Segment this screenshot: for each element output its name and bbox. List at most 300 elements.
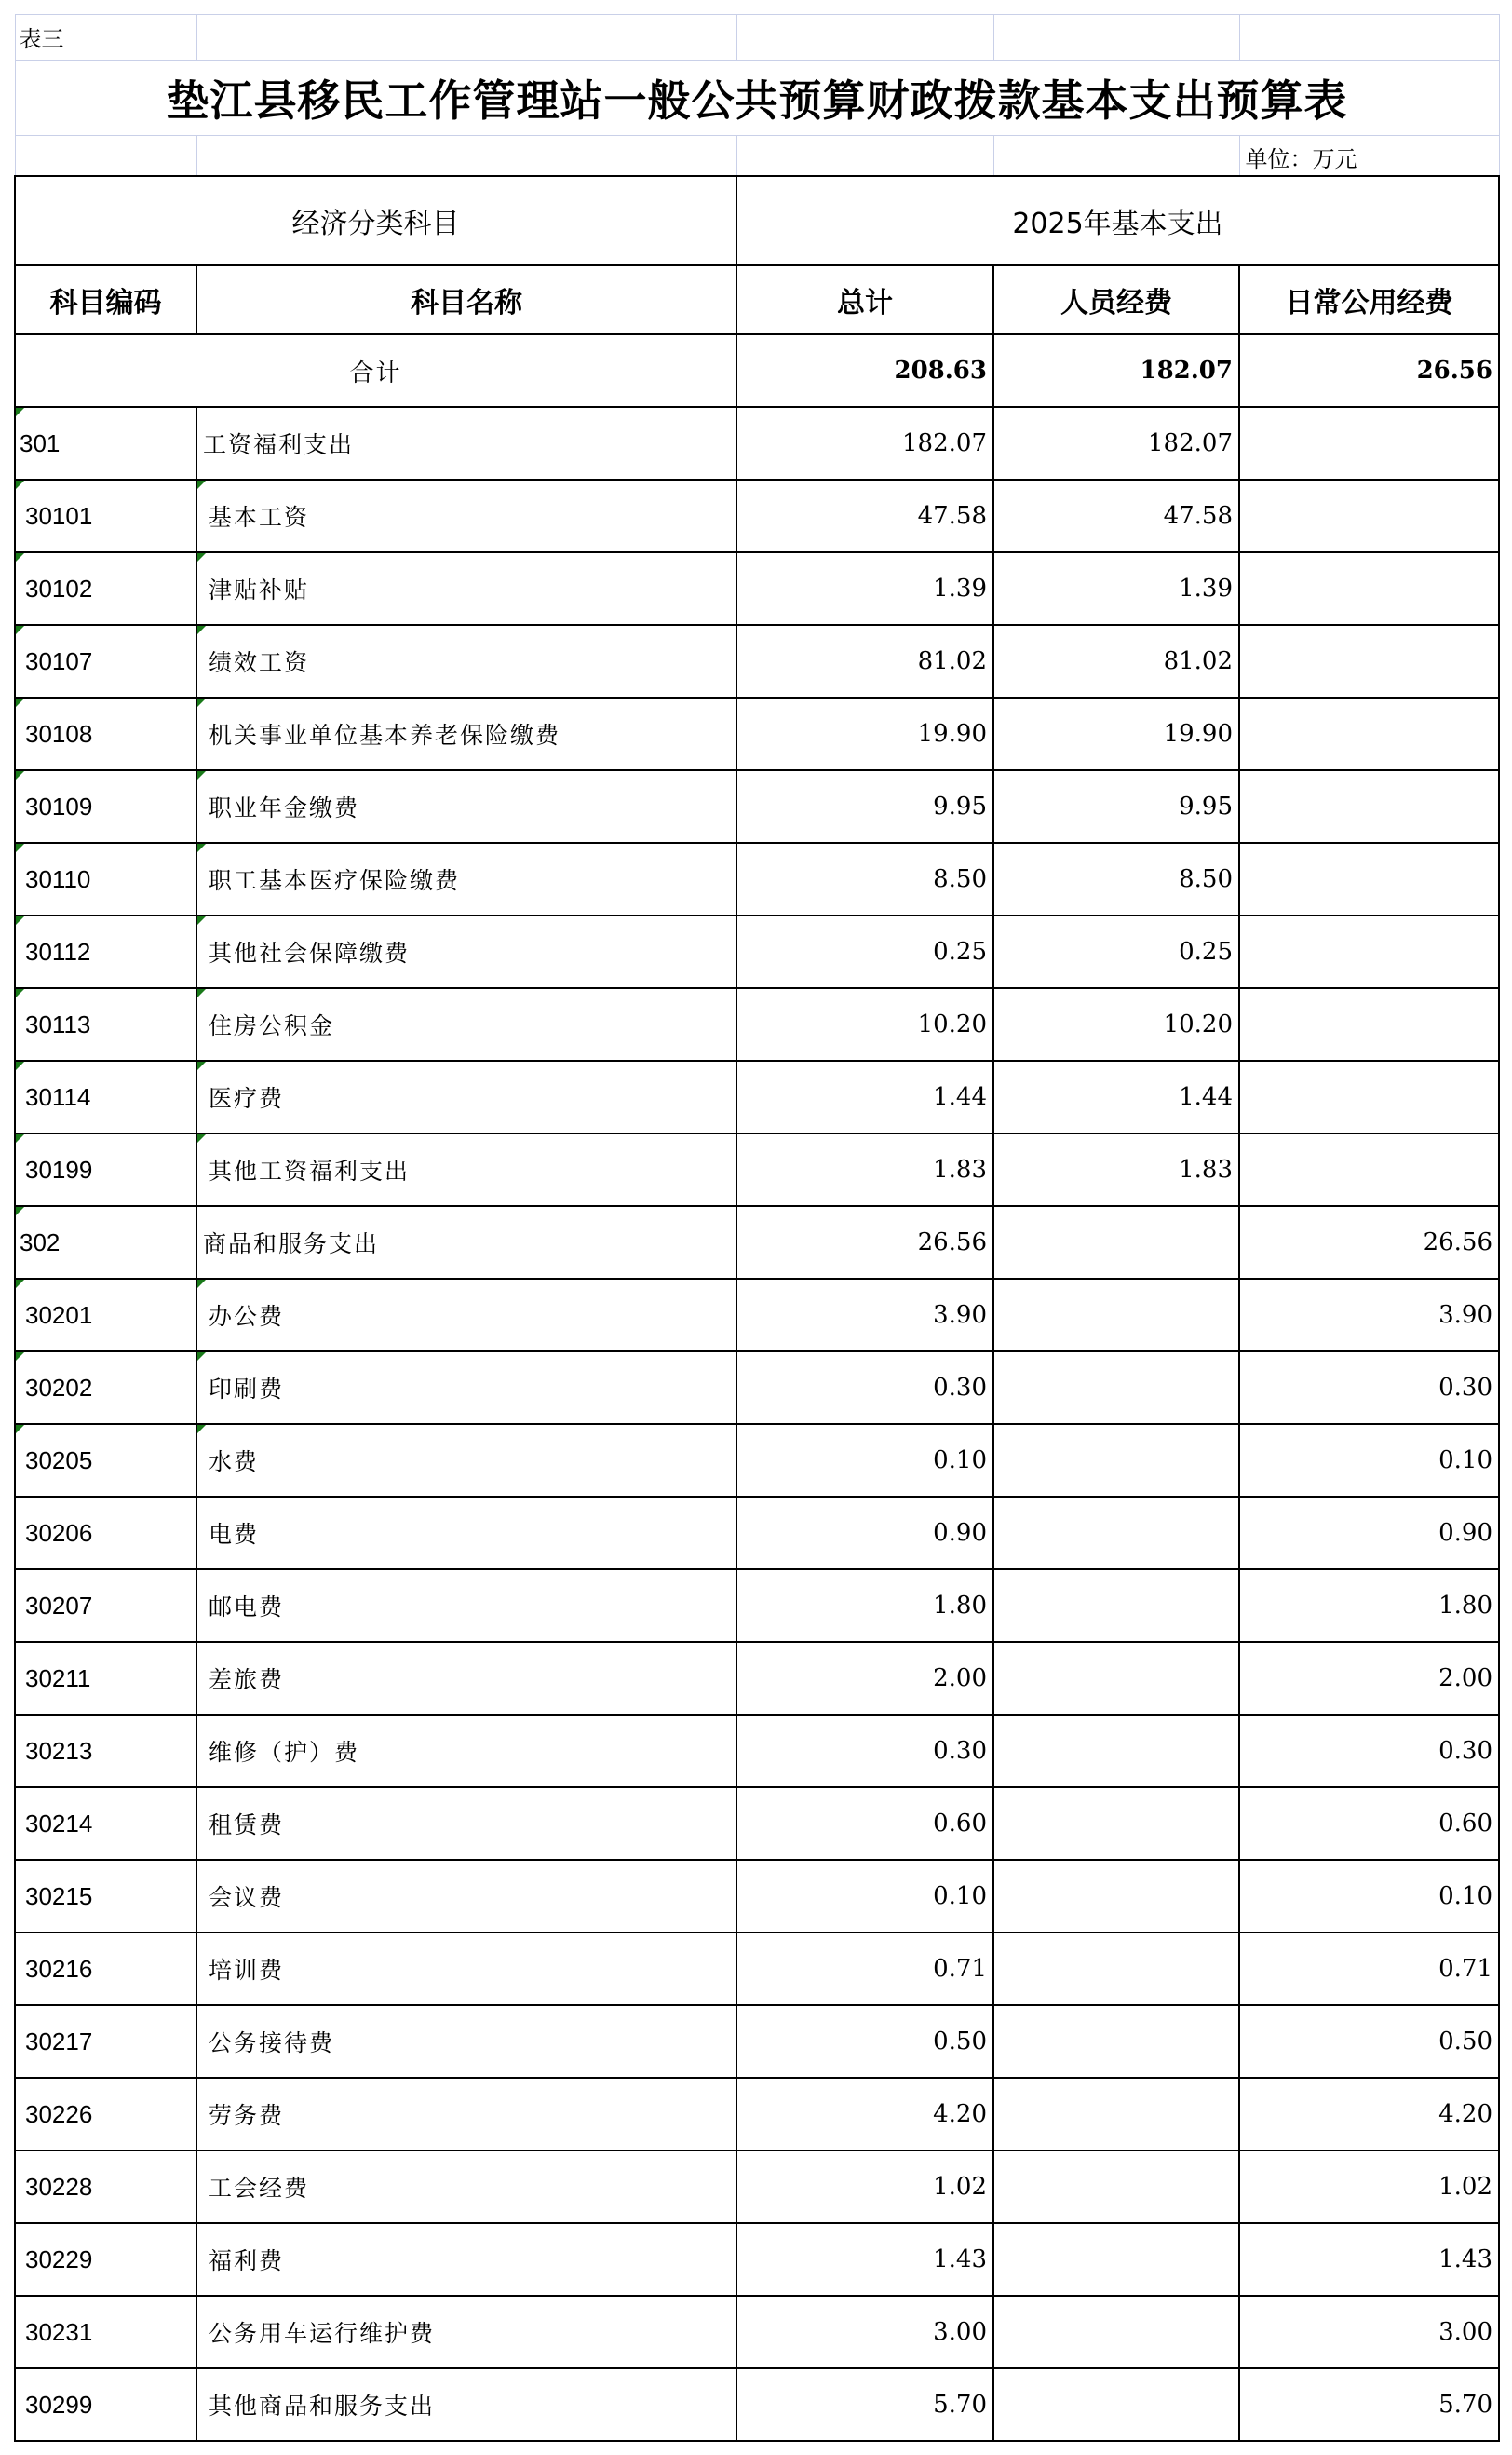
row-public: [1239, 698, 1499, 770]
row-code-text: 30226: [25, 2099, 93, 2128]
row-name-text: 基本工资: [209, 504, 310, 531]
cell-marker-icon: [16, 408, 24, 416]
row-name: [196, 1279, 736, 1351]
row-total: [736, 770, 993, 843]
row-personnel: [993, 1497, 1239, 1569]
row-name: [196, 1933, 736, 2005]
row-total-text: 0.25: [933, 938, 987, 966]
row-public: [1239, 2223, 1499, 2296]
table-row: [15, 698, 1499, 770]
row-name-text: 医疗费: [209, 1085, 285, 1112]
row-code-text: 30113: [25, 1010, 91, 1038]
cell-marker-icon: [197, 553, 206, 562]
row-personnel: [993, 1860, 1239, 1933]
row-personnel-text: 81.02: [1163, 647, 1233, 675]
row-name: [196, 407, 736, 480]
row-name: [196, 1424, 736, 1497]
row-name-text: 工资福利支出: [203, 431, 355, 458]
row-code-text: 30205: [25, 1445, 93, 1474]
row-total-text: 0.30: [933, 1737, 987, 1765]
row-name-text: 劳务费: [209, 2102, 285, 2129]
row-personnel-text: 1.39: [1179, 575, 1233, 603]
row-public: [1239, 1061, 1499, 1133]
row-name-text: 差旅费: [209, 1666, 285, 1693]
row-public: [1239, 1860, 1499, 1933]
total-personnel: 182.07: [993, 334, 1239, 407]
row-personnel-text: 8.50: [1179, 865, 1233, 893]
row-personnel: [993, 1787, 1239, 1860]
table-row: [15, 1279, 1499, 1351]
row-public-text: 0.10: [1438, 1882, 1492, 1910]
header-public: 日常公用经费: [1239, 265, 1499, 334]
row-total-text: 0.50: [933, 2028, 987, 2055]
row-personnel-text: 47.58: [1163, 502, 1233, 530]
row-name: [196, 552, 736, 625]
table-row: [15, 407, 1499, 480]
header-name: 科目名称: [196, 265, 736, 334]
table-row: [15, 1569, 1499, 1642]
cell-marker-icon: [197, 1425, 206, 1433]
row-total-text: 1.83: [933, 1156, 987, 1184]
row-name-text: 公务接待费: [209, 2029, 335, 2056]
row-total-text: 182.07: [902, 429, 987, 457]
total-sum: 208.63: [736, 334, 993, 407]
row-total: [736, 1787, 993, 1860]
row-personnel: [993, 2368, 1239, 2441]
row-code-text: 30112: [25, 937, 91, 966]
row-total: [736, 2005, 993, 2078]
row-total: [736, 2296, 993, 2368]
row-public-text: 0.10: [1438, 1446, 1492, 1474]
row-code: [15, 1279, 196, 1351]
row-total-text: 4.20: [933, 2100, 987, 2128]
row-personnel: [993, 843, 1239, 916]
row-code-text: 30101: [25, 501, 93, 530]
row-personnel: [993, 2223, 1239, 2296]
row-name: [196, 1133, 736, 1206]
row-code-text: 30114: [25, 1082, 91, 1111]
budget-sheet: [14, 14, 1498, 2442]
row-code: [15, 625, 196, 698]
cell-marker-icon: [197, 1280, 206, 1288]
table-row: [15, 1424, 1499, 1497]
row-name-text: 职工基本医疗保险缴费: [209, 867, 461, 894]
cell-marker-icon: [16, 989, 24, 997]
row-public: [1239, 770, 1499, 843]
row-public: [1239, 1279, 1499, 1351]
row-total-text: 1.80: [933, 1592, 987, 1620]
row-name-text: 公务用车运行维护费: [209, 2320, 436, 2347]
row-name: [196, 843, 736, 916]
row-name-text: 职业年金缴费: [209, 794, 360, 821]
row-total-text: 5.70: [933, 2391, 987, 2419]
cell-marker-icon: [16, 553, 24, 562]
table-row: [15, 1133, 1499, 1206]
row-name-text: 印刷费: [209, 1376, 285, 1403]
row-public: [1239, 1424, 1499, 1497]
row-name: [196, 2005, 736, 2078]
row-code: [15, 770, 196, 843]
row-total-text: 1.43: [933, 2245, 987, 2273]
row-public-text: 4.20: [1438, 2100, 1492, 2128]
row-total-text: 1.02: [933, 2173, 987, 2201]
table-row: [15, 2150, 1499, 2223]
row-total-text: 47.58: [917, 502, 987, 530]
row-name: [196, 1787, 736, 1860]
row-public-text: 0.30: [1438, 1374, 1492, 1402]
table-row: [15, 770, 1499, 843]
row-name: [196, 770, 736, 843]
row-total: [736, 625, 993, 698]
row-name-text: 绩效工资: [209, 649, 310, 676]
row-personnel: [993, 2150, 1239, 2223]
row-code-text: 30299: [25, 2390, 93, 2419]
row-code-text: 301: [20, 428, 61, 457]
row-personnel: [993, 2005, 1239, 2078]
row-name-text: 其他工资福利支出: [209, 1158, 411, 1185]
table-row: [15, 1497, 1499, 1569]
row-name-text: 住房公积金: [209, 1012, 335, 1039]
cell-marker-icon: [16, 1062, 24, 1070]
row-total: [736, 843, 993, 916]
row-code: [15, 1133, 196, 1206]
table-row: [15, 552, 1499, 625]
row-name-text: 培训费: [209, 1957, 285, 1984]
row-name: [196, 480, 736, 552]
row-personnel: [993, 698, 1239, 770]
row-name: [196, 1497, 736, 1569]
row-code: [15, 1424, 196, 1497]
row-name-text: 水费: [209, 1448, 260, 1475]
row-public: [1239, 1133, 1499, 1206]
row-total-text: 10.20: [917, 1010, 987, 1038]
row-total: [736, 2078, 993, 2150]
row-public-text: 1.43: [1438, 2245, 1492, 2273]
row-public-text: 3.90: [1438, 1301, 1492, 1329]
row-name-text: 维修（护）费: [209, 1739, 360, 1766]
row-name: [196, 2078, 736, 2150]
row-public-text: 0.50: [1438, 2028, 1492, 2055]
row-code: [15, 2296, 196, 2368]
row-total-text: 26.56: [917, 1228, 987, 1256]
row-public-text: 5.70: [1438, 2391, 1492, 2419]
row-personnel: [993, 552, 1239, 625]
row-name: [196, 988, 736, 1061]
row-public: [1239, 1206, 1499, 1279]
row-personnel-text: 1.44: [1179, 1083, 1233, 1111]
table-row: [15, 1715, 1499, 1787]
row-total: [736, 988, 993, 1061]
cell-marker-icon: [16, 1207, 24, 1215]
row-code: [15, 1061, 196, 1133]
row-code: [15, 407, 196, 480]
row-total-text: 3.90: [933, 1301, 987, 1329]
header-total: 总计: [736, 265, 993, 334]
row-name-text: 其他商品和服务支出: [209, 2393, 436, 2420]
total-label: 合计: [15, 334, 736, 407]
row-personnel: [993, 770, 1239, 843]
row-name: [196, 1206, 736, 1279]
row-code: [15, 1787, 196, 1860]
row-public-text: 3.00: [1438, 2318, 1492, 2346]
row-personnel: [993, 988, 1239, 1061]
row-code-text: 30214: [25, 1809, 93, 1838]
budget-table: [14, 14, 1500, 2442]
cell-marker-icon: [197, 1062, 206, 1070]
row-personnel: [993, 2296, 1239, 2368]
row-name: [196, 1715, 736, 1787]
row-name: [196, 2368, 736, 2441]
cell-marker-icon: [197, 771, 206, 780]
row-name-text: 福利费: [209, 2247, 285, 2274]
row-personnel: [993, 480, 1239, 552]
table-row: [15, 480, 1499, 552]
table-row: [15, 625, 1499, 698]
row-total: [736, 698, 993, 770]
row-code: [15, 1933, 196, 2005]
row-name: [196, 1351, 736, 1424]
row-code-text: 30109: [25, 792, 93, 821]
row-code-text: 30102: [25, 574, 93, 603]
row-total-text: 9.95: [933, 793, 987, 821]
cell-marker-icon: [16, 1425, 24, 1433]
row-code-text: 30215: [25, 1881, 93, 1910]
cell-marker-icon: [197, 1134, 206, 1143]
row-name-text: 会议费: [209, 1884, 285, 1911]
row-name-text: 工会经费: [209, 2175, 310, 2202]
row-public-text: 0.30: [1438, 1737, 1492, 1765]
row-total: [736, 2368, 993, 2441]
row-public: [1239, 916, 1499, 988]
row-code: [15, 1569, 196, 1642]
table-row: [15, 1933, 1499, 2005]
row-personnel: [993, 625, 1239, 698]
row-code: [15, 2223, 196, 2296]
table-row: [15, 2078, 1499, 2150]
row-code: [15, 1715, 196, 1787]
unit-label: 单位：万元: [1239, 136, 1499, 177]
row-total-text: 2.00: [933, 1664, 987, 1692]
row-public-text: 0.90: [1438, 1519, 1492, 1547]
row-personnel: [993, 1061, 1239, 1133]
row-total: [736, 1569, 993, 1642]
row-name-text: 机关事业单位基本养老保险缴费: [209, 722, 561, 749]
row-total: [736, 1133, 993, 1206]
table-row: [15, 916, 1499, 988]
row-total: [736, 1715, 993, 1787]
row-code: [15, 2150, 196, 2223]
row-code-text: 302: [20, 1228, 61, 1256]
row-code: [15, 698, 196, 770]
row-name: [196, 1569, 736, 1642]
cell-marker-icon: [16, 771, 24, 780]
row-personnel: [993, 407, 1239, 480]
row-name: [196, 698, 736, 770]
title-row: [15, 61, 1499, 136]
row-personnel: [993, 1206, 1239, 1279]
cell-marker-icon: [16, 1134, 24, 1143]
row-public: [1239, 2296, 1499, 2368]
row-public: [1239, 1715, 1499, 1787]
total-public: 26.56: [1239, 334, 1499, 407]
row-personnel: [993, 1642, 1239, 1715]
row-public: [1239, 1569, 1499, 1642]
row-personnel-text: 182.07: [1148, 429, 1233, 457]
header-personnel: 人员经费: [993, 265, 1239, 334]
cell-marker-icon: [197, 699, 206, 707]
row-public: [1239, 552, 1499, 625]
row-public: [1239, 2005, 1499, 2078]
cell-marker-icon: [16, 844, 24, 852]
row-code-text: 30207: [25, 1591, 93, 1620]
row-public: [1239, 843, 1499, 916]
table-row: [15, 1061, 1499, 1133]
table-row: [15, 1860, 1499, 1933]
row-code: [15, 1642, 196, 1715]
cell-marker-icon: [197, 916, 206, 925]
cell-marker-icon: [16, 1280, 24, 1288]
row-personnel-text: 0.25: [1179, 938, 1233, 966]
row-code-text: 30206: [25, 1518, 93, 1547]
header-code: 科目编码: [15, 265, 196, 334]
row-name: [196, 916, 736, 988]
row-code-text: 30211: [25, 1663, 91, 1692]
row-total: [736, 1351, 993, 1424]
cell-marker-icon: [16, 481, 24, 489]
row-public: [1239, 407, 1499, 480]
row-total: [736, 1933, 993, 2005]
row-public: [1239, 1787, 1499, 1860]
table-row: [15, 2296, 1499, 2368]
table-row: [15, 2223, 1499, 2296]
row-total: [736, 480, 993, 552]
row-total: [736, 407, 993, 480]
row-total: [736, 1497, 993, 1569]
row-name: [196, 2296, 736, 2368]
row-total: [736, 1424, 993, 1497]
row-total: [736, 552, 993, 625]
cell-marker-icon: [16, 1352, 24, 1361]
row-name-text: 津贴补贴: [209, 576, 310, 604]
row-public: [1239, 988, 1499, 1061]
row-personnel: [993, 1569, 1239, 1642]
row-name: [196, 1061, 736, 1133]
row-name: [196, 625, 736, 698]
row-code-text: 30213: [25, 1736, 93, 1765]
row-name: [196, 1642, 736, 1715]
table-row: [15, 2005, 1499, 2078]
row-code-text: 30199: [25, 1155, 93, 1184]
row-total-text: 81.02: [917, 647, 987, 675]
row-public: [1239, 1497, 1499, 1569]
row-total: [736, 1642, 993, 1715]
row-personnel-text: 1.83: [1179, 1156, 1233, 1184]
row-code-text: 30110: [25, 864, 91, 893]
row-total-text: 0.30: [933, 1374, 987, 1402]
row-total-text: 8.50: [933, 865, 987, 893]
table-row: [15, 1642, 1499, 1715]
row-code: [15, 1860, 196, 1933]
row-total: [736, 916, 993, 988]
row-public-text: 1.02: [1438, 2173, 1492, 2201]
row-public-text: 26.56: [1423, 1228, 1492, 1256]
row-name: [196, 1860, 736, 1933]
header-group-row: [15, 176, 1499, 265]
row-public: [1239, 625, 1499, 698]
row-total: [736, 2223, 993, 2296]
table-row: [15, 2368, 1499, 2441]
cell-marker-icon: [197, 844, 206, 852]
row-personnel: [993, 1279, 1239, 1351]
cell-marker-icon: [16, 699, 24, 707]
cell-marker-icon: [197, 1352, 206, 1361]
row-public-text: 0.71: [1438, 1955, 1492, 1983]
row-personnel: [993, 1933, 1239, 2005]
row-name-text: 其他社会保障缴费: [209, 940, 411, 967]
cell-marker-icon: [16, 626, 24, 634]
row-name-text: 邮电费: [209, 1594, 285, 1621]
row-total-text: 0.60: [933, 1810, 987, 1838]
row-name-text: 商品和服务支出: [203, 1230, 380, 1257]
row-total-text: 1.44: [933, 1083, 987, 1111]
row-code-text: 30228: [25, 2172, 93, 2201]
row-code: [15, 2005, 196, 2078]
cell-marker-icon: [197, 626, 206, 634]
row-code-text: 30107: [25, 646, 93, 675]
row-public: [1239, 1642, 1499, 1715]
row-personnel: [993, 916, 1239, 988]
row-code-text: 30217: [25, 2027, 93, 2055]
table-row: [15, 1787, 1499, 1860]
row-total: [736, 1860, 993, 1933]
row-name-text: 办公费: [209, 1303, 285, 1330]
row-code: [15, 2078, 196, 2150]
row-personnel: [993, 2078, 1239, 2150]
total-row: [15, 334, 1499, 407]
row-public-text: 1.80: [1438, 1592, 1492, 1620]
row-public: [1239, 480, 1499, 552]
row-public: [1239, 2150, 1499, 2223]
row-personnel: [993, 1351, 1239, 1424]
row-code: [15, 988, 196, 1061]
cell-marker-icon: [197, 481, 206, 489]
row-personnel: [993, 1715, 1239, 1787]
row-name: [196, 2223, 736, 2296]
row-code: [15, 1351, 196, 1424]
row-total-text: 19.90: [917, 720, 987, 748]
cell-marker-icon: [197, 989, 206, 997]
row-total: [736, 2150, 993, 2223]
row-public-text: 0.60: [1438, 1810, 1492, 1838]
row-total-text: 0.90: [933, 1519, 987, 1547]
row-code: [15, 1206, 196, 1279]
row-total: [736, 1279, 993, 1351]
row-total-text: 0.71: [933, 1955, 987, 1983]
row-public-text: 2.00: [1438, 1664, 1492, 1692]
row-total-text: 0.10: [933, 1446, 987, 1474]
row-total-text: 3.00: [933, 2318, 987, 2346]
row-personnel-text: 9.95: [1179, 793, 1233, 821]
row-personnel-text: 10.20: [1163, 1010, 1233, 1038]
row-public: [1239, 1351, 1499, 1424]
table-row: [15, 1206, 1499, 1279]
row-total-text: 1.39: [933, 575, 987, 603]
row-code-text: 30201: [25, 1300, 93, 1329]
sheet-label: 表三: [15, 15, 196, 61]
header-basic-expenditure: 2025年基本支出: [736, 176, 1499, 265]
unit-row: [15, 136, 1499, 177]
row-code: [15, 552, 196, 625]
